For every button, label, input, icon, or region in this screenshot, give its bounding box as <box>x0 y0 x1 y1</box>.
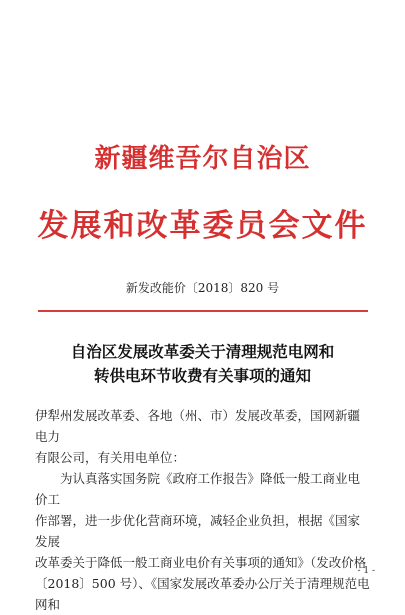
notice-body <box>35 405 370 615</box>
addressee-line-2: 有限公司，有关用电单位： <box>35 450 186 465</box>
document-type-heading: 发展和改革委员会文件 <box>37 208 368 244</box>
paragraph-1-line-3: 改革委关于降低一般工商业电价有关事项的通知》（发改价格 <box>35 555 367 570</box>
red-divider-line <box>38 310 368 312</box>
notice-title-line-1: 自治区发展改革委关于清理规范电网和 <box>70 342 335 361</box>
addressee-line-1: 伊犁州发展改革委、各地（州、市）发展改革委，国网新疆电力 <box>35 408 361 444</box>
issuing-organization: 新疆维吾尔自治区 <box>94 144 311 174</box>
page-number: - 1 - <box>357 566 375 576</box>
paragraph-1-line-1: 为认真落实国务院《政府工作报告》降低一般工商业电价工 <box>35 471 361 507</box>
paragraph-1-line-2: 作部署，进一步优化营商环境，减轻企业负担，根据《国家发展 <box>35 513 361 549</box>
document-number: 新发改能价〔2018〕820 号 <box>125 281 280 295</box>
paragraph-1-line-4: 〔2018〕500 号）、《国家发展改革委办公厅关于清理规范电网和 <box>35 576 370 612</box>
notice-title-line-2: 转供电环节收费有关事项的通知 <box>93 366 311 385</box>
notice-title <box>0 340 405 388</box>
